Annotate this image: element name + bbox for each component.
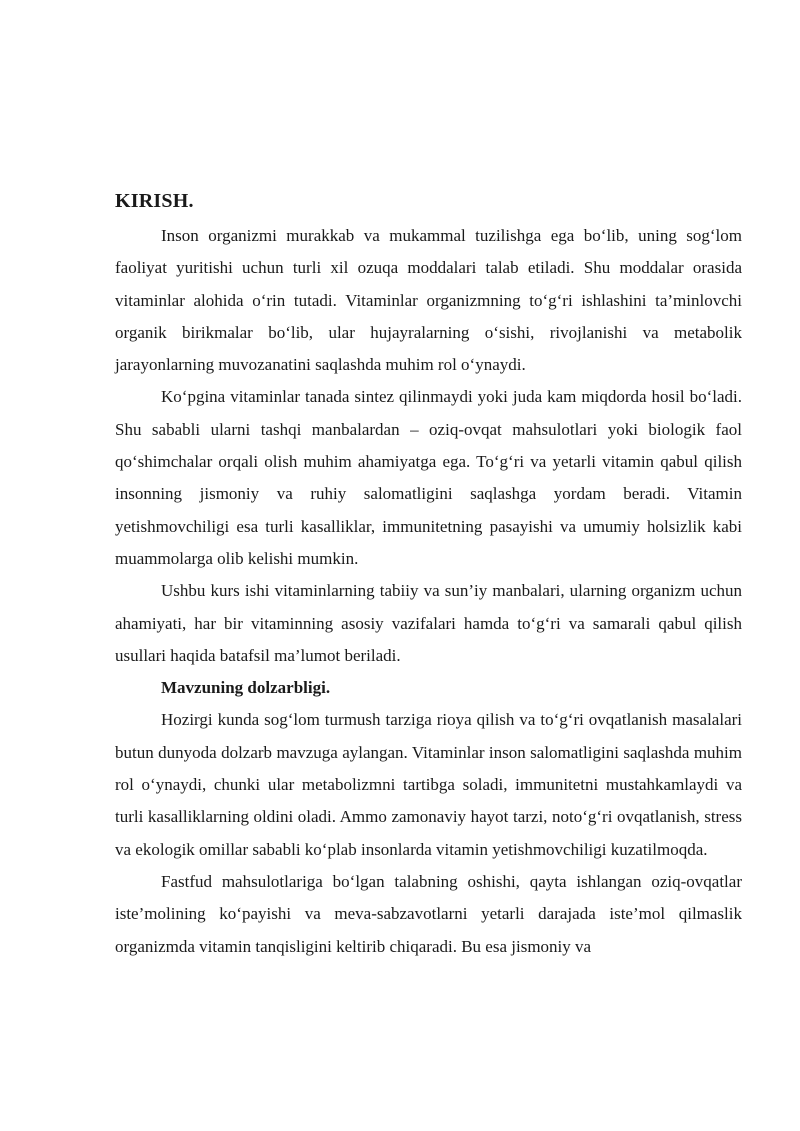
paragraph-intro-2: Ko‘pgina vitaminlar tanada sintez qilinmaydi yoki juda kam miqdorda hosil bo‘ladi. Shu sababli ularni tashqi manbalardan – oziq-ovqat mahsulotlari yoki biologik faol qo‘shimchalar orqali olish muhim ahamiyatga ega. To‘g‘ri va yetarli vitamin qabul qilish insonning jismoniy va ruhiy salomatligini saqlashga yordam beradi. Vitamin yetishmovchiligi esa turli kasalliklar, immunitetning pasayishi va umumiy holsizlik kabi muammolarga olib kelishi mumkin. bbox=[115, 387, 742, 568]
paragraph-relevance-1: Hozirgi kunda sog‘lom turmush tarziga rioya qilish va to‘g‘ri ovqatlanish masalalari butun dunyoda dolzarb mavzuga aylangan. Vitaminlar inson salomatligini saqlashda muhim rol o‘ynaydi, chunki ular metabolizmni tartibga soladi, immunitetni mustahkamlaydi va turli kasalliklarning oldini oladi. Ammo zamonaviy hayot tarzi, noto‘g‘ri ovqatlanish, stress va ekologik omillar sababli ko‘plab insonlarda vitamin yetishmovchiligi kuzatilmoqda. bbox=[115, 710, 742, 859]
paragraph-relevance-2: Fastfud mahsulotlariga bo‘lgan talabning oshishi, qayta ishlangan oziq-ovqatlar iste’molining ko‘payishi va meva-sabzavotlarni yetarli darajada iste’mol qilmaslik organizmda vitamin tanqisligini keltirib chiqaradi. Bu esa jismoniy va bbox=[115, 871, 742, 956]
paragraph-intro-1: Inson organizmi murakkab va mukammal tuzilishga ega bo‘lib, uning sog‘lom faoliyat yuritishi uchun turli xil ozuqa moddalari talab etiladi. Shu moddalar orasida vitaminlar alohida o‘rin tutadi. Vitaminlar organizmning to‘g‘ri ishlashini ta’minlovchi organik birikmalar bo‘lib, ular hujayralarning o‘sishi, rivojlanishi va metabolik jarayonlarning muvozanatini saqlashda muhim rol o‘ynaydi. bbox=[115, 226, 742, 375]
page-content bbox=[115, 188, 742, 963]
paragraph-intro-3: Ushbu kurs ishi vitaminlarning tabiiy va sun’iy manbalari, ularning organizm uchun ahamiyati, har bir vitaminning asosiy vazifalari hamda to‘g‘ri va samarali qabul qilish usullari haqida batafsil ma’lumot beriladi. bbox=[115, 581, 742, 665]
section-heading: KIRISH. bbox=[115, 190, 194, 212]
subsection-heading: Mavzuning dolzarbligi. bbox=[161, 678, 331, 698]
